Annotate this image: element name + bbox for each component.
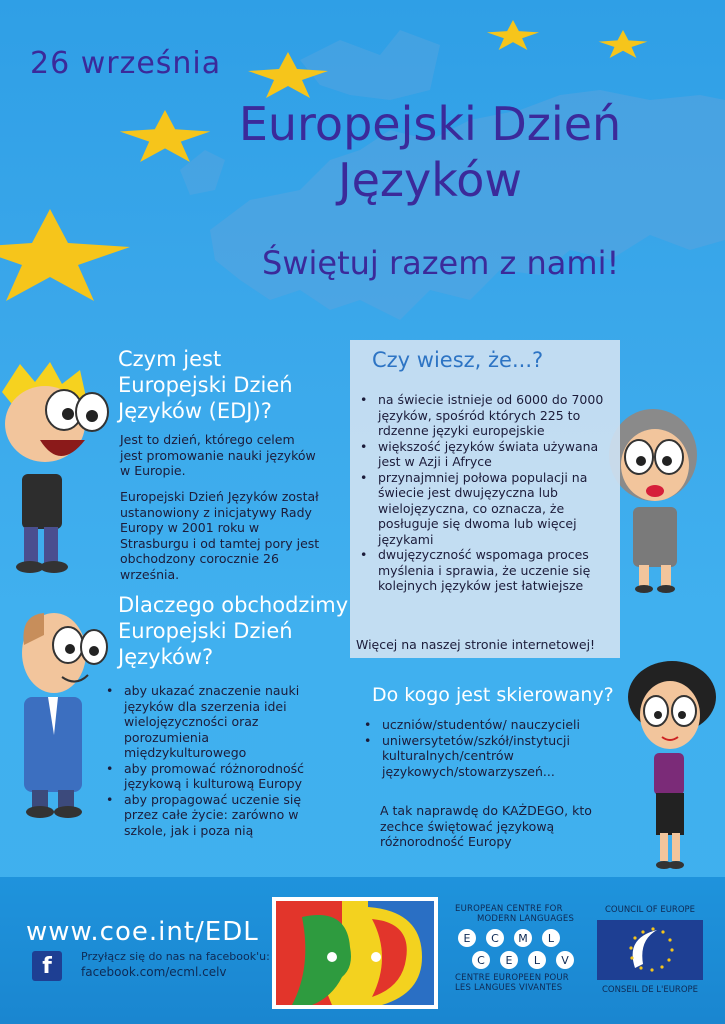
did-you-know-heading: Czy wiesz, że...? <box>372 348 544 372</box>
facebook-icon[interactable]: f <box>32 951 62 981</box>
list-item: • aby propagować uczenie się przez całe życie: zarówno w szkole, jak i poza nią <box>102 792 332 839</box>
subtitle: Świętuj razem z nami! <box>262 244 620 282</box>
date-heading: 26 września <box>30 46 222 81</box>
section-why-heading <box>118 592 358 670</box>
title-line-2: Języków <box>338 153 522 207</box>
list-item: • większość języków świata używana jest w Azji i Afryce <box>356 439 618 470</box>
list-item: • na świecie istnieje od 6000 do 7000 języków, spośród których 225 to rdzenne języki europejskie <box>356 392 618 439</box>
heading-line: Języków (EDJ)? <box>118 399 272 423</box>
did-you-know-list <box>356 392 618 594</box>
list-item: • przynajmniej połowa populacji na świecie jest dwujęzyczna lub wielojęzyczna, co oznacza, że posługuje się dwoma lub więcej językami <box>356 470 618 548</box>
ecml-letter: L <box>533 954 541 967</box>
heading-line: Języków? <box>118 645 214 669</box>
website-link[interactable]: www.coe.int/EDL <box>26 917 259 947</box>
ecml-letter: E <box>505 954 513 967</box>
star-icon <box>248 52 328 98</box>
coe-emblem-icon <box>595 918 705 982</box>
page-title <box>150 96 710 208</box>
man-character <box>14 605 110 820</box>
ecml-title-fr <box>455 974 585 993</box>
girl-character <box>620 655 720 873</box>
heading-line: Dlaczego obchodzimy <box>118 593 349 617</box>
ecml-letter: C <box>477 954 485 967</box>
list-item: • uniwersytetów/szkół/instytucji kulturalnych/centrów językowych/stowarzyszeń... <box>360 733 610 780</box>
section-who-list <box>360 717 610 779</box>
heading-line: Europejski Dzień <box>118 619 293 643</box>
coe-title-fr: CONSEIL DE L'EUROPE <box>601 985 699 995</box>
section-what-paragraph-2: Europejski Dzień Języków został ustanowiony z inicjatywy Rady Europy w 2001 roku w Strasburgu i od tamtej pory jest obchodzony corocznie 26 września. <box>120 489 320 582</box>
list-item: • aby ukazać znaczenie nauki języków dla szerzenia idei wielojęzyczności oraz porozumienia międzykulturowego <box>102 683 332 761</box>
boy-character <box>0 362 112 577</box>
list-item: • aby promować różnorodność językową i kulturową Europy <box>102 761 332 792</box>
list-item: • dwujęzyczność wspomaga proces myślenia i sprawia, że uczenie się kolejnych języków jest łatwiejsze <box>356 547 618 594</box>
heading-line: Czym jest <box>118 347 222 371</box>
ecml-letter: E <box>463 932 471 945</box>
ecml-logo <box>455 905 585 1005</box>
ecml-title-en <box>455 905 585 924</box>
ecml-letter: C <box>491 932 499 945</box>
logo-text-line: MODERN LANGUAGES <box>477 913 575 924</box>
ecml-letter: V <box>561 954 569 967</box>
coe-title-en: COUNCIL OF EUROPE <box>604 905 696 915</box>
ecml-letter: L <box>547 932 555 945</box>
more-info-link[interactable]: Więcej na naszej stronie internetowej! <box>356 637 596 652</box>
star-icon <box>595 30 651 58</box>
section-what-heading <box>118 346 338 424</box>
star-icon <box>0 205 130 305</box>
section-who-paragraph: A tak naprawdę do KAŻDEGO, kto zechce świętować językową różnorodność Europy <box>380 803 592 849</box>
heading-line: Europejski Dzień <box>118 373 293 397</box>
facebook-link[interactable]: facebook.com/ecml.celv <box>81 965 227 979</box>
section-what-paragraph-1: Jest to dzień, którego celem jest promowanie nauki języków w Europie. <box>120 432 316 478</box>
title-line-1: Europejski Dzień <box>238 97 622 151</box>
logo-text-line: CENTRE EUROPEEN POUR <box>455 973 569 983</box>
edl-logo-icon <box>272 897 438 1009</box>
section-who-heading: Do kogo jest skierowany? <box>372 684 614 706</box>
ecml-letter: M <box>518 932 528 945</box>
star-icon <box>485 20 541 50</box>
section-why-list <box>102 683 332 838</box>
facebook-invite-text: Przyłącz się do nas na facebook'u: <box>81 950 270 963</box>
logo-text-line: LES LANGUES VIVANTES <box>455 982 563 993</box>
council-of-europe-logo <box>595 905 705 1005</box>
list-item: • uczniów/studentów/ nauczycieli <box>360 717 610 733</box>
ecml-circles-icon <box>455 926 575 972</box>
logo-text-line: EUROPEAN CENTRE FOR <box>455 904 563 914</box>
